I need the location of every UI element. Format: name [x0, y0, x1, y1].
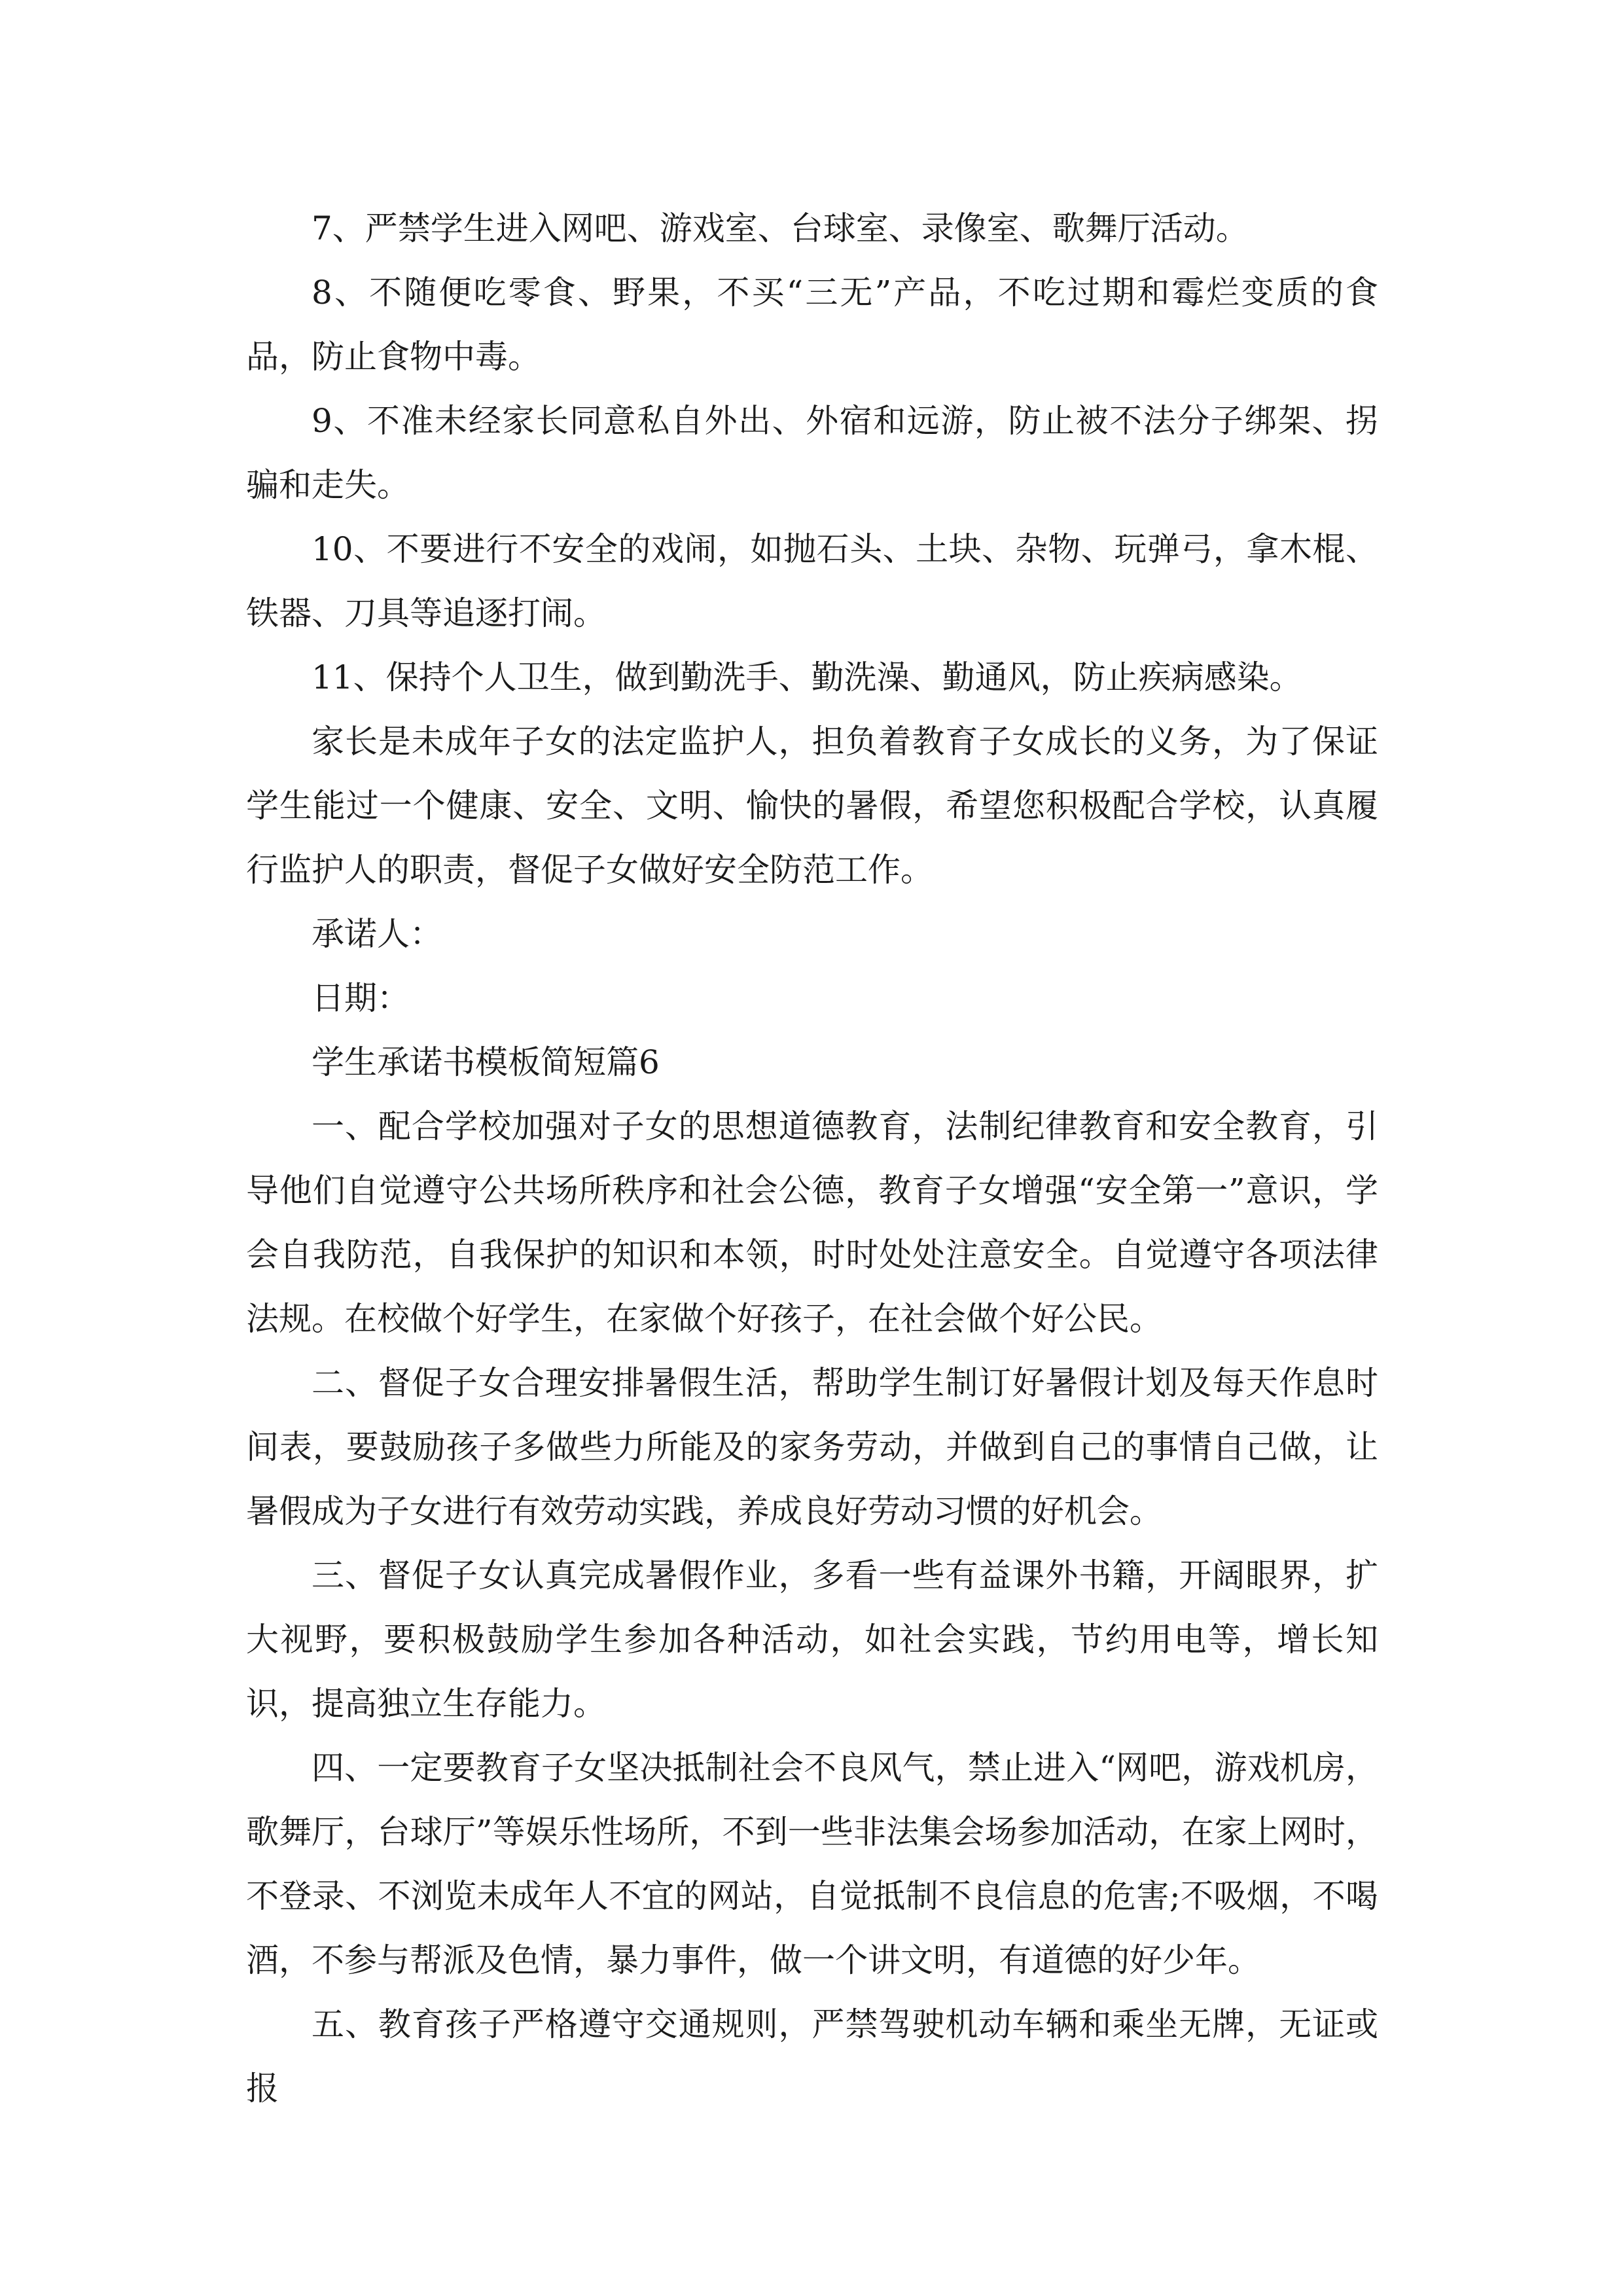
paragraph-item-2: 二、督促子女合理安排暑假生活，帮助学生制订好暑假计划及每天作息时间表，要鼓励孩子多做些力所能及的家务劳动，并做到自己的事情自己做，让暑假成为子女进行有效劳动实践，养成良好劳动习惯的好机会。 — [246, 1364, 1378, 1530]
paragraph-rule-7: 7、严禁学生进入网吧、游戏室、台球室、录像室、歌舞厅活动。 — [312, 209, 1249, 247]
paragraph-rule-11: 11、保持个人卫生，做到勤洗手、勤洗澡、勤通风，防止疾病感染。 — [312, 658, 1302, 696]
paragraph-item-5: 五、教育孩子严格遵守交通规则，严禁驾驶机动车辆和乘坐无牌，无证或报 — [246, 2005, 1378, 2108]
paragraph-rule-8: 8、不随便吃零食、野果，不买“三无”产品，不吃过期和霉烂变质的食品，防止食物中毒。 — [246, 274, 1378, 376]
paragraph-parent-note: 家长是未成年子女的法定监护人，担负着教育子女成长的义务，为了保证学生能过一个健康、安全、文明、愉快的暑假，希望您积极配合学校，认真履行监护人的职责，督促子女做好安全防范工作。 — [246, 723, 1378, 889]
signature-promisor-label: 承诺人： — [312, 915, 442, 953]
paragraph-rule-10: 10、不要进行不安全的戏闹，如抛石头、土块、杂物、玩弹弓，拿木棍、铁器、刀具等追逐打闹。 — [246, 530, 1378, 632]
paragraph-item-4: 四、一定要教育子女坚决抵制社会不良风气，禁止进入“网吧，游戏机房，歌舞厅，台球厅”等娱乐性场所，不到一些非法集会场参加活动，在家上网时，不登录、不浏览未成年人不宜的网站，自觉抵制不良信息的危害;不吸烟，不喝酒，不参与帮派及色情，暴力事件，做一个讲文明，有道德的好少年。 — [246, 1749, 1378, 1979]
document-body — [246, 196, 1378, 2121]
signature-date-label: 日期： — [312, 979, 410, 1017]
paragraph-item-3: 三、督促子女认真完成暑假作业，多看一些有益课外书籍，开阔眼界，扩大视野，要积极鼓励学生参加各种活动，如社会实践，节约用电等，增长知识，提高独立生存能力。 — [246, 1556, 1378, 1723]
paragraph-item-1: 一、配合学校加强对子女的思想道德教育，法制纪律教育和安全教育，引导他们自觉遵守公共场所秩序和社会公德，教育子女增强“安全第一”意识，学会自我防范，自我保护的知识和本领，时时处处注意安全。自觉遵守各项法律法规。在校做个好学生，在家做个好孩子，在社会做个好公民。 — [246, 1107, 1378, 1338]
paragraph-rule-9: 9、不准未经家长同意私自外出、外宿和远游，防止被不法分子绑架、拐骗和走失。 — [246, 402, 1378, 504]
section-title: 学生承诺书模板简短篇6 — [312, 1043, 660, 1081]
